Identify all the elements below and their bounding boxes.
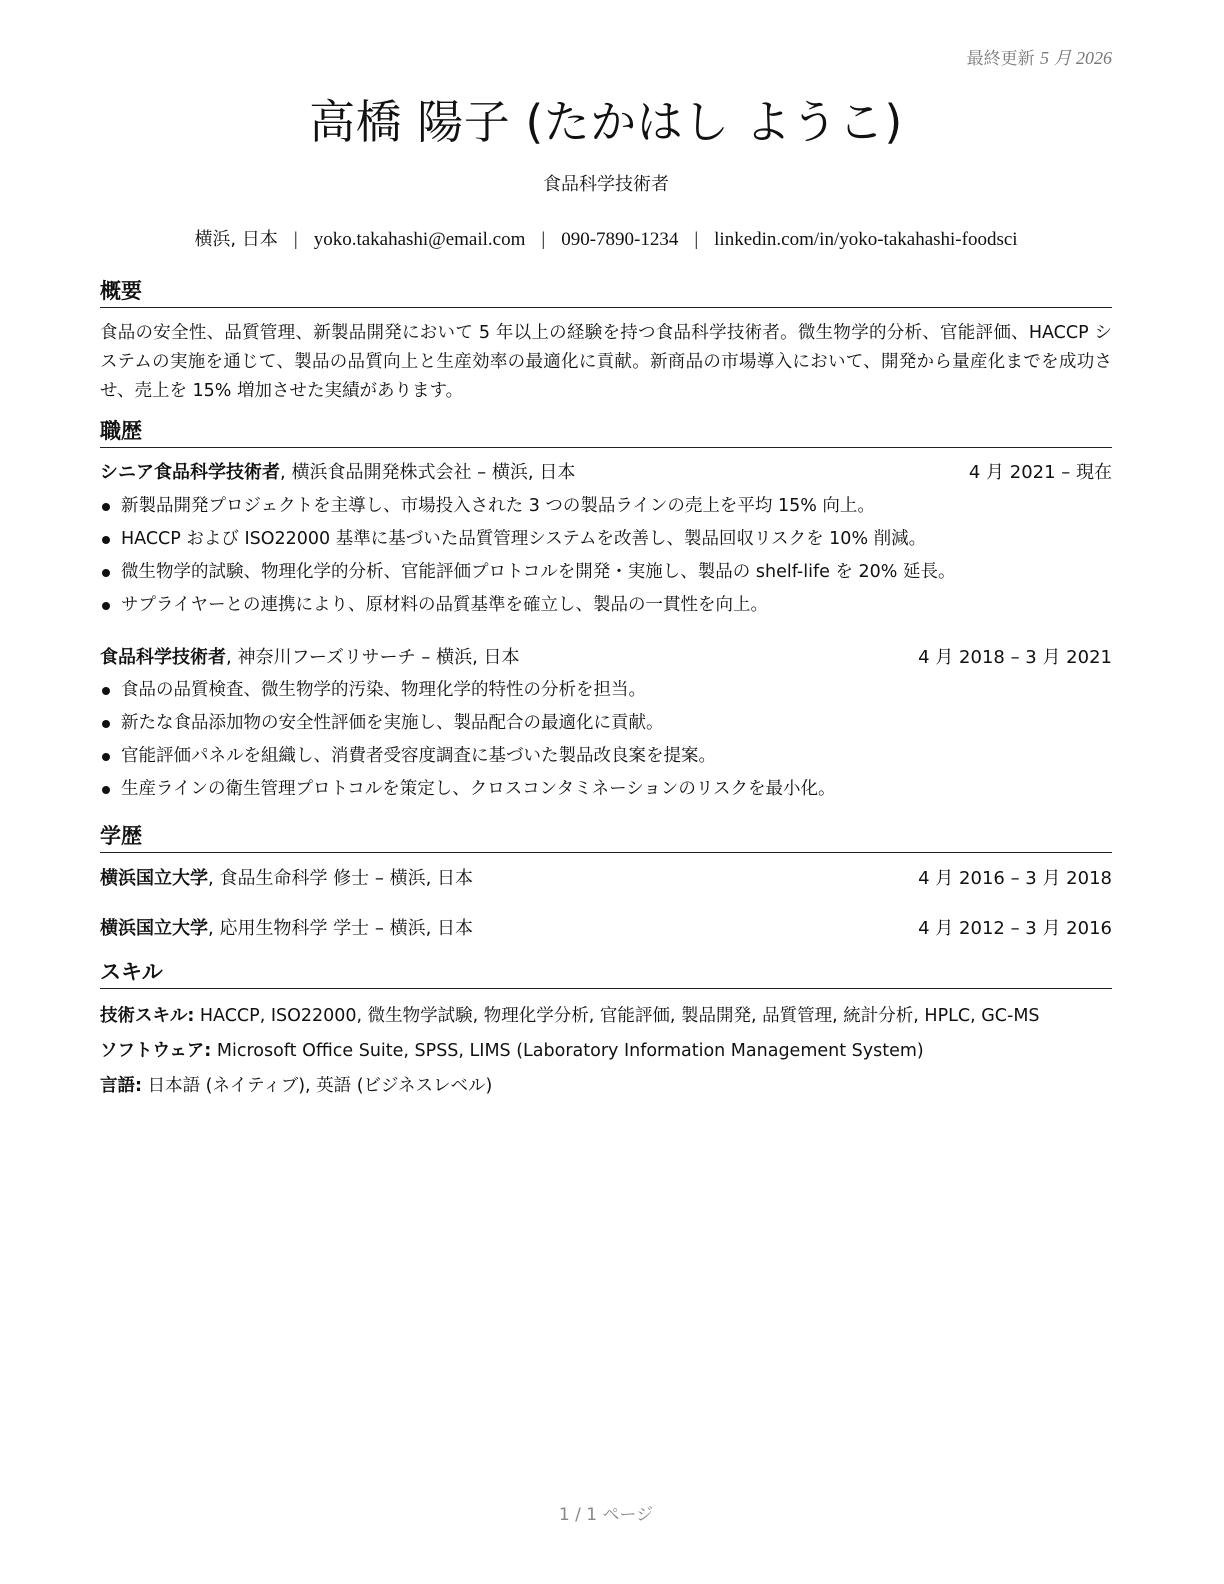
bullet-text: 生産ラインの衛生管理プロトコルを策定し、クロスコンタミネーションのリスクを最小化。 <box>121 779 836 799</box>
list-item <box>100 710 1112 743</box>
section-title-summary: 概要 <box>100 277 1112 308</box>
bullet-icon <box>102 753 110 761</box>
contact-location: 横浜, 日本 <box>194 229 278 250</box>
bullet-icon <box>102 503 110 511</box>
contact-phone: 090-7890-1234 <box>561 229 679 250</box>
education-school: 横浜国立大学 <box>100 918 208 939</box>
contact-separator: | <box>694 229 699 250</box>
contact-separator: | <box>541 229 546 250</box>
bullet-text: 食品の品質検査、微生物学的汚染、物理化学的特性の分析を担当。 <box>121 680 646 700</box>
job-position: 食品科学技術者 <box>100 647 226 668</box>
job-dates: 4 月 2018 – 3 月 2021 <box>918 647 1112 668</box>
job-bullets <box>100 677 1112 809</box>
skill-value: Microsoft Office Suite, SPSS, LIMS (Laboratory Information Management System) <box>211 1041 924 1061</box>
skill-line <box>100 1003 1112 1029</box>
page-indicator: 1 / 1 ページ <box>558 1505 654 1525</box>
job-org: , 横浜食品開発株式会社 – 横浜, 日本 <box>280 462 576 483</box>
education-school: 横浜国立大学 <box>100 868 208 889</box>
list-item <box>100 559 1112 592</box>
skill-value: HACCP, ISO22000, 微生物学試験, 物理化学分析, 官能評価, 製品開発, 品質管理, 統計分析, HPLC, GC-MS <box>194 1006 1040 1026</box>
list-item <box>100 677 1112 710</box>
last-updated <box>967 44 1112 70</box>
list-item <box>100 592 1112 625</box>
bullet-icon <box>102 602 110 610</box>
candidate-role: 食品科学技術者 <box>543 174 669 195</box>
candidate-name: 高橋 陽子 (たかはし ようこ) <box>309 95 903 149</box>
bullet-icon <box>102 720 110 728</box>
job-dates: 4 月 2021 – 現在 <box>968 462 1112 483</box>
skill-line <box>100 1073 1112 1099</box>
education-dates: 4 月 2012 – 3 月 2016 <box>918 918 1112 939</box>
summary-text: 食品の安全性、品質管理、新製品開発において 5 年以上の経験を持つ食品科学技術者。微生物学的分析、官能評価、HACCP システムの実施を通じて、製品の品質向上と生産効率の最適化に貢献。新商品の市場導入において、開発から量産化までを成功させ、売上を 15% 増加させた実績があります。 <box>100 323 1112 401</box>
section-title-education: 学歴 <box>100 822 1112 853</box>
bullet-text: サプライヤーとの連携により、原材料の品質基準を確立し、製品の一貫性を向上。 <box>121 595 768 615</box>
section-title-experience: 職歴 <box>100 417 1112 448</box>
education-detail: , 応用生物科学 学士 – 横浜, 日本 <box>208 918 474 939</box>
job-org: , 神奈川フーズリサーチ – 横浜, 日本 <box>226 647 520 668</box>
resume-page <box>100 0 1112 1584</box>
list-item <box>100 526 1112 559</box>
last-updated-label: 最終更新 <box>966 49 1035 69</box>
education-item <box>100 916 1112 942</box>
job-header <box>100 645 1112 671</box>
bullet-text: 官能評価パネルを組織し、消費者受容度調査に基づいた製品改良案を提案。 <box>121 746 716 766</box>
bullet-text: 微生物学的試験、物理化学的分析、官能評価プロトコルを開発・実施し、製品の shelf-life を 20% 延長。 <box>121 562 956 582</box>
list-item <box>100 776 1112 809</box>
list-item <box>100 743 1112 776</box>
skill-line <box>100 1038 1112 1064</box>
list-item <box>100 493 1112 526</box>
last-updated-date: 5 月 2026 <box>1040 48 1112 68</box>
bullet-text: HACCP および ISO22000 基準に基づいた品質管理システムを改善し、製品回収リスクを 10% 削減。 <box>121 529 927 549</box>
section-title-skills: スキル <box>100 958 1112 989</box>
bullet-icon <box>102 786 110 794</box>
job-header <box>100 460 1112 486</box>
skill-label: ソフトウェア: <box>100 1041 212 1061</box>
contact-separator: | <box>293 229 298 250</box>
education-detail: , 食品生命科学 修士 – 横浜, 日本 <box>208 868 474 889</box>
contact-linkedin[interactable]: linkedin.com/in/yoko-takahashi-foodsci <box>714 229 1018 250</box>
skill-label: 言語: <box>100 1076 142 1096</box>
bullet-text: 新たな食品添加物の安全性評価を実施し、製品配合の最適化に貢献。 <box>121 713 664 733</box>
contact-line <box>100 225 1112 251</box>
job-bullets <box>100 493 1112 625</box>
job-position: シニア食品科学技術者 <box>100 462 280 483</box>
bullet-text: 新製品開発プロジェクトを主導し、市場投入された 3 つの製品ラインの売上を平均 15% 向上。 <box>121 496 875 516</box>
contact-email[interactable]: yoko.takahashi@email.com <box>313 229 526 250</box>
bullet-icon <box>102 687 110 695</box>
bullet-icon <box>102 569 110 577</box>
education-item <box>100 866 1112 892</box>
bullet-icon <box>102 536 110 544</box>
skill-value: 日本語 (ネイティブ), 英語 (ビジネスレベル) <box>142 1076 493 1096</box>
skill-label: 技術スキル: <box>100 1006 195 1026</box>
education-dates: 4 月 2016 – 3 月 2018 <box>918 868 1112 889</box>
